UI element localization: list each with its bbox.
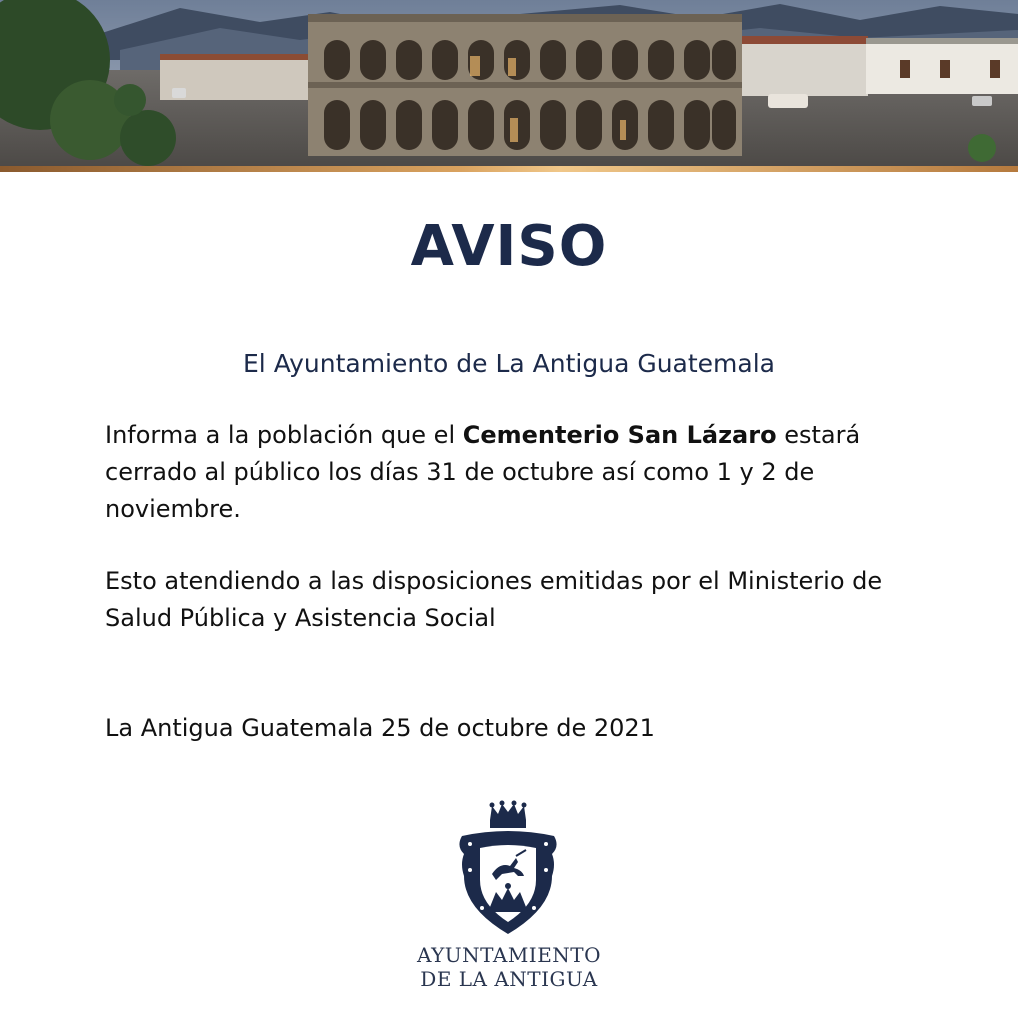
organization-name-line2: DE LA ANTIGUA bbox=[420, 967, 598, 991]
gold-divider-bar bbox=[0, 166, 1018, 172]
notice-paragraph-ministry: Esto atendiendo a las disposiciones emitidas por el Ministerio de Salud Pública y Asistencia Social bbox=[105, 567, 883, 632]
coat-of-arms-icon bbox=[452, 800, 564, 942]
notice-subtitle: El Ayuntamiento de La Antigua Guatemala bbox=[243, 349, 775, 378]
notice-date-line: La Antigua Guatemala 25 de octubre de 2021 bbox=[105, 714, 655, 742]
closure-text-start: Informa a la población que el bbox=[105, 421, 463, 449]
closure-text-end: estará cerrado al público los días 31 de octubre así como 1 y 2 de noviembre. bbox=[105, 421, 861, 523]
notice-paragraph-closure bbox=[105, 417, 935, 528]
cemetery-name: Cementerio San Lázaro bbox=[462, 421, 777, 449]
notice-title: AVISO bbox=[410, 214, 608, 279]
organization-name-line1: AYUNTAMIENTO bbox=[416, 943, 602, 967]
header-photo-colonial-palace bbox=[0, 0, 1018, 166]
